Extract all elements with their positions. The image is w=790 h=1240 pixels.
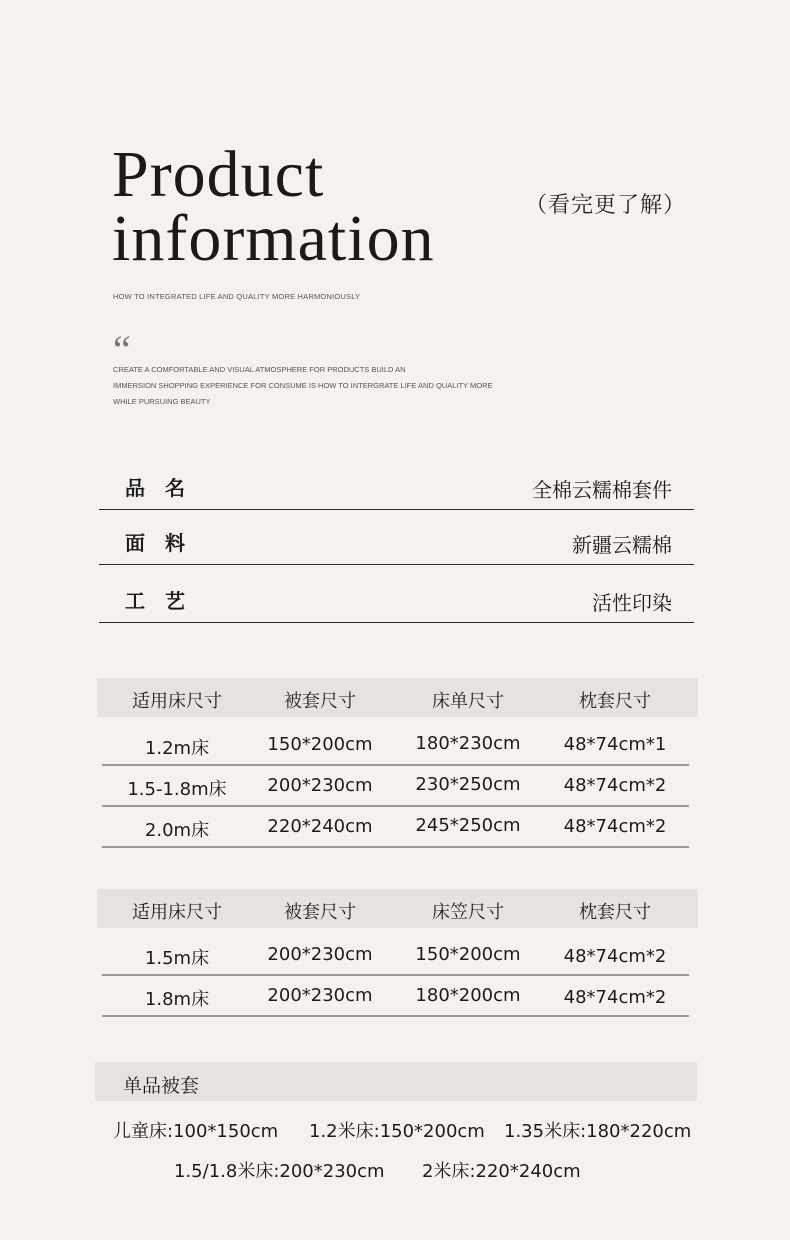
spec-value: 新疆云糯棉 [572, 533, 672, 557]
spec-row-process [99, 582, 694, 623]
table-cell: 1.5-1.8m床 [127, 779, 227, 800]
spec-row-name [99, 469, 694, 510]
table-cell: 150*200cm [267, 734, 373, 755]
table-row [102, 975, 689, 1017]
table-cell: 180*200cm [415, 985, 521, 1006]
table-cell: 230*250cm [415, 774, 521, 795]
single-size-item: 1.5/1.8米床:200*230cm [174, 1161, 385, 1182]
spec-label: 工 艺 [125, 589, 185, 613]
single-size-item: 1.2米床:150*200cm [309, 1121, 485, 1142]
single-size-item: 2米床:220*240cm [422, 1161, 581, 1182]
table-cell: 220*240cm [267, 816, 373, 837]
spec-row-fabric [99, 524, 694, 565]
description [113, 362, 533, 410]
table-cell: 1.8m床 [144, 989, 210, 1010]
table-cell: 48*74cm*2 [563, 816, 667, 837]
table-header-cell: 枕套尺寸 [579, 902, 651, 923]
table-cell: 2.0m床 [144, 820, 210, 841]
title-line-2: information [112, 202, 435, 275]
table-cell: 48*74cm*2 [563, 946, 667, 967]
description-line: IMMERSION SHOPPING EXPERIENCE FOR CONSUME IS HOW TO INTERGRATE LIFE AND QUALITY MORE [113, 381, 493, 390]
table-header-cell: 被套尺寸 [284, 902, 356, 923]
table-cell: 200*230cm [267, 985, 373, 1006]
table-cell: 180*230cm [415, 733, 521, 754]
table-cell: 1.5m床 [144, 948, 210, 969]
single-duvet-header [95, 1062, 697, 1101]
table-row [102, 724, 689, 766]
table-header-cell: 适用床尺寸 [132, 902, 222, 923]
read-more-note: （看完更了解） [525, 193, 687, 218]
table-header-cell: 床单尺寸 [432, 691, 504, 712]
table-cell: 48*74cm*2 [563, 775, 667, 796]
table-row [102, 765, 689, 807]
table-cell: 48*74cm*2 [563, 987, 667, 1008]
table-header-cell: 适用床尺寸 [132, 691, 222, 712]
quote-icon: “ [113, 327, 131, 372]
table-cell: 245*250cm [415, 815, 521, 836]
tagline: HOW TO INTEGRATED LIFE AND QUALITY MORE HARMONIOUSLY [113, 292, 361, 301]
table-cell: 200*230cm [267, 944, 373, 965]
spec-label: 面 料 [125, 531, 185, 555]
table-header-cell: 枕套尺寸 [579, 691, 651, 712]
spec-label: 品 名 [125, 476, 185, 500]
table-cell: 200*230cm [267, 775, 373, 796]
table2-header [97, 889, 698, 928]
single-duvet-title: 单品被套 [123, 1075, 200, 1097]
table-row [102, 806, 689, 848]
single-size-item: 1.35米床:180*220cm [504, 1121, 692, 1142]
description-line: WHILE PURSUING BEAUTY [113, 397, 211, 406]
description-line: CREATE A COMFORTABLE AND VISUAL ATMOSPHERE FOR PRODUCTS BUILD AN [113, 365, 406, 374]
table-cell: 150*200cm [415, 944, 521, 965]
table-header-cell: 床笠尺寸 [432, 902, 504, 923]
single-size-item: 儿童床:100*150cm [113, 1121, 279, 1142]
table-row [102, 934, 689, 976]
spec-value: 全棉云糯棉套件 [532, 478, 672, 502]
table-header-cell: 被套尺寸 [284, 691, 356, 712]
table-cell: 48*74cm*1 [563, 734, 667, 755]
table1-header [97, 678, 698, 717]
spec-value: 活性印染 [592, 591, 672, 615]
title-line-1: Product [112, 138, 325, 211]
table-cell: 1.2m床 [144, 738, 210, 759]
